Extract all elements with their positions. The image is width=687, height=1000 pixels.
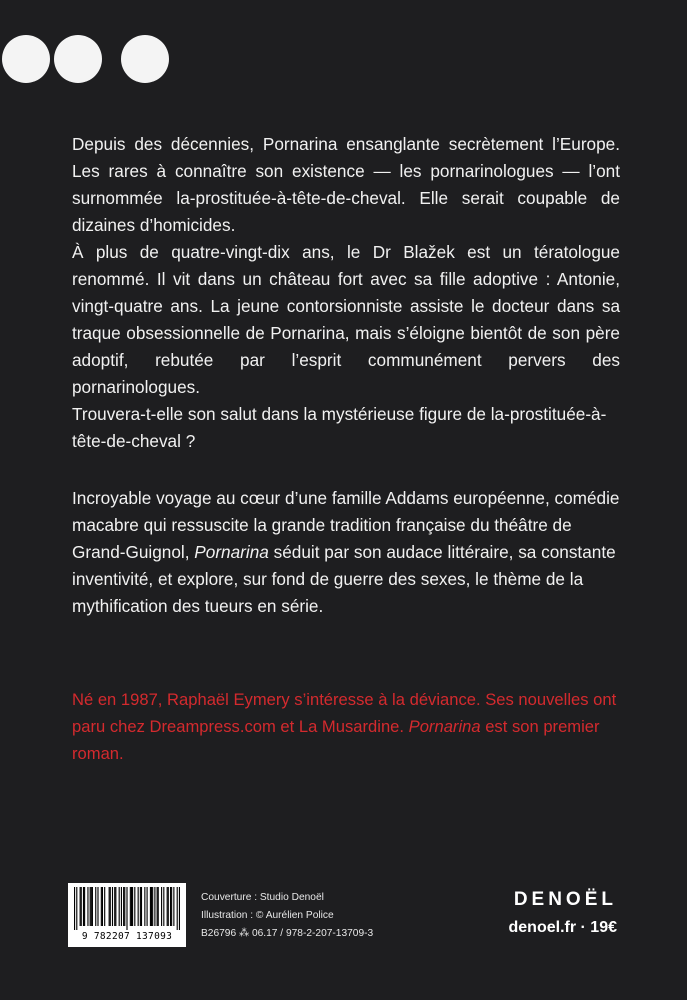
review-paragraph — [72, 485, 620, 620]
price: 19€ — [590, 919, 617, 936]
barcode-bar — [144, 887, 145, 926]
synopsis-paragraph-3: Trouvera-t-elle son salut dans la mystérieuse figure de la-prostituée-à-tête-de-cheval ? — [72, 404, 607, 451]
isbn-barcode — [68, 883, 186, 947]
barcode-bar — [157, 887, 158, 926]
barcode-bar — [87, 887, 88, 926]
barcode-bar — [177, 887, 178, 930]
barcode-bar — [130, 887, 131, 926]
barcode-bar — [76, 887, 77, 930]
product-code: B26796 ⁂ 06.17 / 978-2-207-13709-3 — [201, 928, 374, 939]
barcode-bar — [124, 887, 125, 926]
barcode-bar — [110, 887, 111, 926]
review-text-start: Incroyable voyage au cœur d’une famille Addams européenne, comédie macabre qui ressuscite la grande tradition française du théâtre de Grand-Guignol, — [72, 488, 620, 562]
white-dot — [54, 35, 102, 83]
barcode-bars — [74, 887, 180, 930]
barcode-bar — [83, 887, 84, 926]
barcode-bar — [114, 887, 115, 926]
barcode-bar — [92, 887, 93, 926]
author-bio — [72, 686, 620, 767]
illustration-credit: Illustration : © Aurélien Police — [201, 910, 334, 921]
barcode-bar — [123, 887, 124, 926]
barcode-bar — [170, 887, 171, 926]
barcode-bar — [132, 887, 133, 926]
barcode-bar — [91, 887, 92, 926]
barcode-bar — [134, 887, 135, 926]
separator: · — [580, 919, 586, 936]
barcode-bar — [152, 887, 153, 926]
synopsis-paragraph-2: À plus de quatre-vingt-dix ans, le Dr Blažek est un tératologue renommé. Il vit dans un château fort avec sa fille adoptive : Antonie, vingt-quatre ans. La jeune contorsionniste assiste le docteur dans sa traque obsessionnelle de Pornarina, mais s’éloigne bientôt de son père adoptif, rebutée par l’esprit communément pervers des pornarinologues. — [72, 242, 620, 397]
barcode-bar — [163, 887, 164, 926]
publisher-logo: DENOËL — [513, 889, 617, 910]
synopsis-paragraph-1: Depuis des décennies, Pornarina ensanglante secrètement l’Europe. Les rares à connaître son existence — les pornarinologues — l’ont surnommée la-prostituée-à-tête-de-cheval. Elle serait coupable de dizaines d’homicides. — [72, 134, 620, 235]
barcode-bar — [95, 887, 96, 926]
author-bio-book-title: Pornarina — [408, 717, 481, 736]
barcode-bar — [158, 887, 159, 926]
barcode-bar — [171, 887, 172, 926]
barcode-bar — [141, 887, 142, 926]
barcode-bar — [173, 887, 174, 926]
barcode-bar — [74, 887, 75, 930]
publisher-website: denoel.fr — [508, 919, 577, 936]
barcode-bar — [80, 887, 81, 926]
white-dot — [2, 35, 50, 83]
barcode-bar — [150, 887, 151, 926]
barcode-bar — [179, 887, 180, 930]
barcode-bar — [119, 887, 120, 926]
barcode-bar — [109, 887, 110, 926]
barcode-bar — [138, 887, 139, 926]
credits — [201, 889, 373, 943]
barcode-bar — [84, 887, 85, 926]
barcode-bar — [90, 887, 91, 926]
review-book-title: Pornarina — [194, 542, 269, 562]
review-text-end: séduit par son audace littéraire, sa constante inventivité, et explore, sur fond de guerre des sexes, le thème de la mythification des tueurs en série. — [72, 542, 616, 616]
cover-credit: Couverture : Studio Denoël — [201, 892, 324, 903]
barcode-bar — [167, 887, 168, 926]
barcode-bar — [112, 887, 113, 926]
barcode-bar — [121, 887, 122, 926]
barcode-bar — [161, 887, 162, 926]
author-bio-start: Né en 1987, Raphaël Eymery s’intéresse à la déviance. Ses nouvelles ont paru chez Dreampress.com et La Musardine. — [72, 690, 617, 736]
barcode-bar — [81, 887, 82, 926]
barcode-bar — [168, 887, 169, 926]
barcode-digits: 9 782207 137093 — [81, 931, 173, 942]
synopsis — [72, 131, 620, 455]
barcode-bar — [97, 887, 98, 926]
barcode-bar — [102, 887, 103, 926]
author-bio-end: est son premier roman. — [72, 717, 600, 763]
barcode-bar — [140, 887, 141, 926]
white-dot — [121, 35, 169, 83]
barcode-bar — [115, 887, 116, 926]
barcode-bar — [151, 887, 152, 926]
barcode-bar — [131, 887, 132, 926]
barcode-bar — [147, 887, 148, 926]
barcode-bar — [101, 887, 102, 926]
website-price — [509, 919, 618, 937]
barcode-bar — [104, 887, 105, 926]
barcode-bar — [154, 887, 155, 926]
barcode-bar — [126, 887, 127, 930]
